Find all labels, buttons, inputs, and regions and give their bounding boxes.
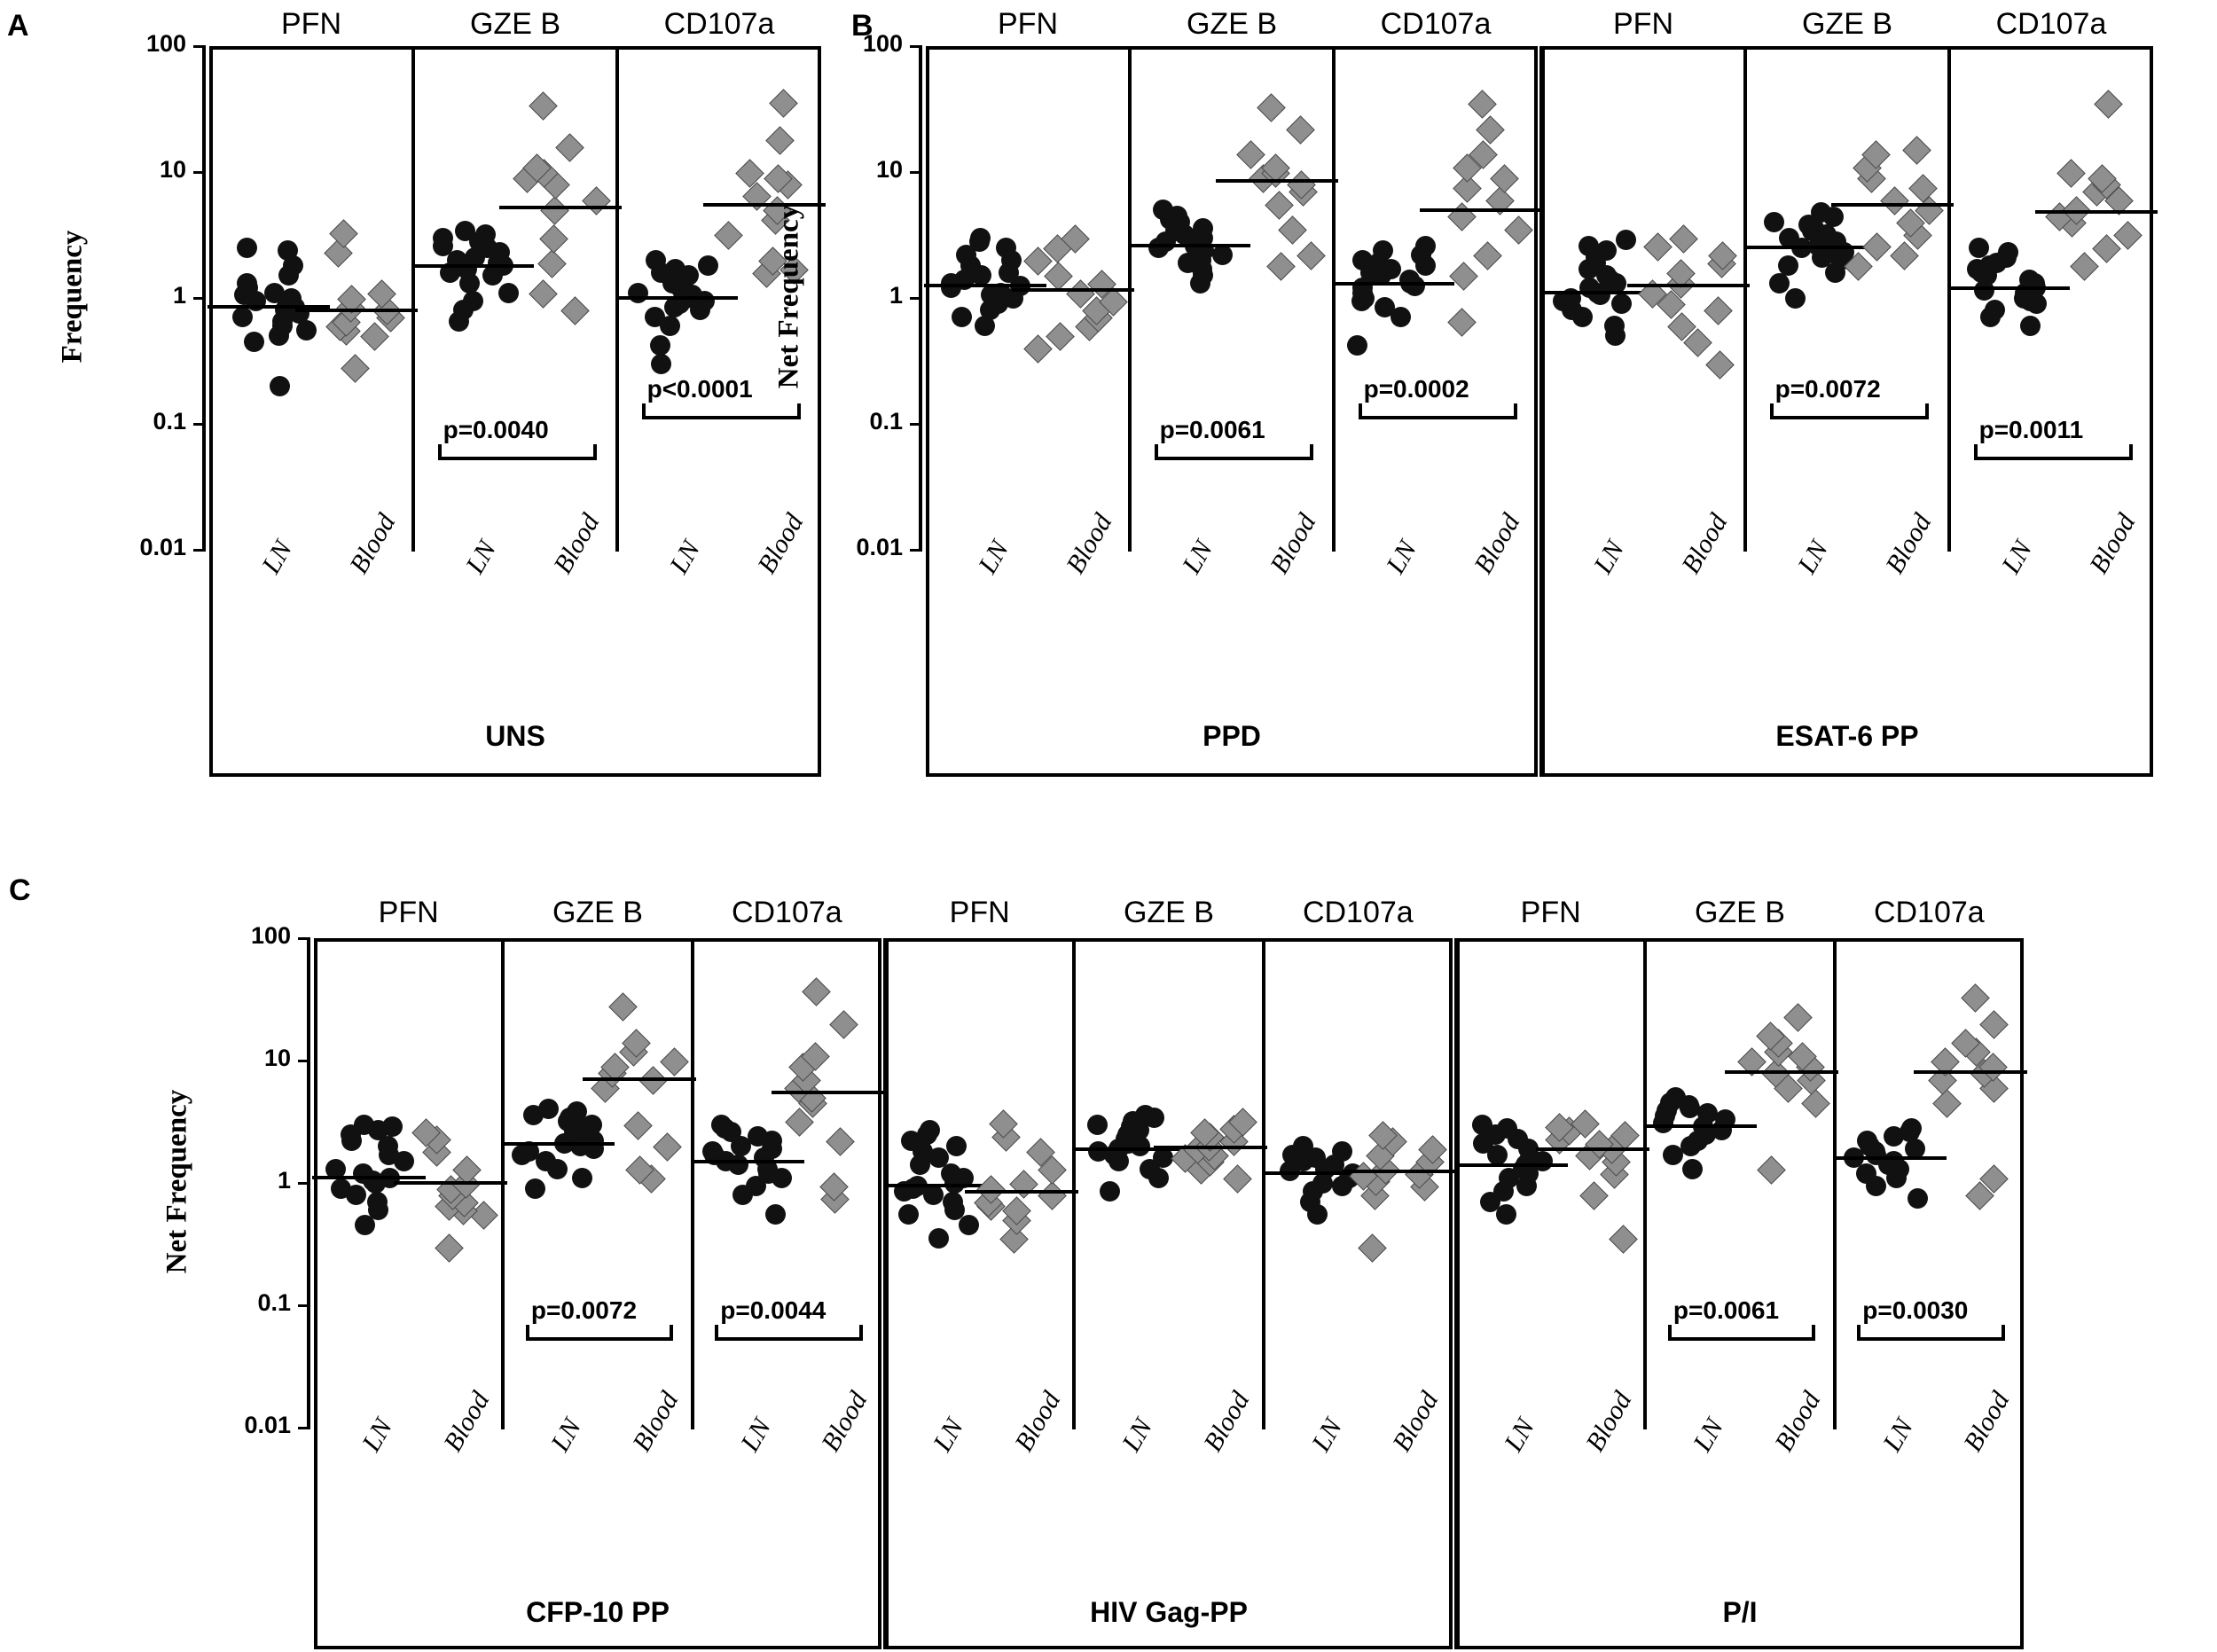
data-point xyxy=(1779,228,1799,248)
median-line xyxy=(1216,179,1338,183)
data-point xyxy=(1764,212,1784,232)
x-tick-label: Blood xyxy=(1197,1386,1256,1457)
data-point xyxy=(1399,270,1420,290)
x-tick-label: LN xyxy=(1688,1413,1730,1457)
significance-bar xyxy=(1359,416,1517,419)
data-point xyxy=(1087,1115,1108,1135)
significance-bar-end xyxy=(2002,1325,2005,1339)
x-tick-label: LN xyxy=(1587,536,1630,579)
data-point xyxy=(1375,297,1395,317)
significance-bar xyxy=(1857,1337,2004,1341)
y-axis-line xyxy=(307,938,310,1428)
data-point xyxy=(237,238,257,258)
y-tick-label: 100 xyxy=(862,30,903,57)
data-point xyxy=(1579,236,1599,256)
data-point xyxy=(433,228,453,248)
significance-bar-end xyxy=(642,403,646,418)
marker-separator xyxy=(1072,938,1076,1429)
median-line xyxy=(583,1077,696,1081)
marker-title-PFN: PFN xyxy=(378,896,439,929)
group-separator xyxy=(1539,46,1545,777)
x-tick-label: LN xyxy=(972,536,1014,579)
data-point xyxy=(645,307,665,327)
median-line xyxy=(2035,210,2158,214)
median-line xyxy=(394,1181,507,1185)
data-point xyxy=(278,240,298,261)
group-label: PPD xyxy=(1203,720,1261,752)
marker-separator xyxy=(1833,938,1837,1429)
median-line xyxy=(965,1190,1078,1194)
data-point xyxy=(1332,1141,1352,1162)
data-point xyxy=(665,259,685,279)
median-line xyxy=(501,1142,615,1146)
y-tick-label: 10 xyxy=(159,156,186,183)
x-tick-label: Blood xyxy=(1264,508,1322,579)
median-line xyxy=(924,284,1046,287)
data-point xyxy=(1663,1145,1683,1165)
significance-bar-end xyxy=(2129,444,2133,458)
significance-bar-end xyxy=(1155,444,1158,458)
x-tick-label: Blood xyxy=(1579,1386,1638,1457)
group-label: HIV Gag-PP xyxy=(1090,1596,1248,1628)
data-point xyxy=(1811,202,1831,223)
x-tick-label: LN xyxy=(255,536,298,579)
y-axis-title: Net Frequency xyxy=(772,204,805,389)
median-line xyxy=(1914,1070,2027,1074)
data-point xyxy=(1293,1136,1313,1156)
marker-title-PFN: PFN xyxy=(281,7,341,41)
x-tick-label: LN xyxy=(1380,536,1422,579)
data-point xyxy=(1901,1118,1922,1139)
y-tick-label: 0.1 xyxy=(869,408,903,435)
data-point xyxy=(943,1192,963,1212)
marker-separator xyxy=(1332,46,1336,552)
x-tick-label: Blood xyxy=(1060,508,1118,579)
median-line xyxy=(1831,203,1954,207)
data-point xyxy=(970,228,991,248)
significance-bar-end xyxy=(1359,403,1362,418)
significance-bar xyxy=(526,1337,673,1341)
x-tick-label: LN xyxy=(1116,1413,1159,1457)
x-tick-label: LN xyxy=(1791,536,1834,579)
group-box-uns xyxy=(209,46,821,777)
y-tick-label: 10 xyxy=(263,1045,291,1071)
marker-separator xyxy=(1947,46,1951,552)
median-line xyxy=(1536,1147,1649,1151)
group-label: P/I xyxy=(1722,1596,1758,1628)
group-box-cfp-10-pp xyxy=(314,938,881,1649)
data-point xyxy=(650,335,670,356)
data-point xyxy=(1497,1118,1517,1139)
x-tick-label: LN xyxy=(663,536,706,579)
y-axis-title: Net Frequency xyxy=(161,1089,193,1274)
significance-bar-end xyxy=(670,1325,673,1339)
significance-bar-end xyxy=(438,444,442,458)
x-tick-label: Blood xyxy=(547,508,606,579)
x-tick-label: Blood xyxy=(626,1386,685,1457)
data-point xyxy=(1616,230,1636,250)
data-point xyxy=(1352,250,1373,270)
x-tick-label: Blood xyxy=(437,1386,496,1457)
y-axis-line xyxy=(919,46,922,550)
data-point xyxy=(1415,236,1436,256)
significance-bar-end xyxy=(1514,403,1517,418)
marker-title-GZEB: GZE B xyxy=(1186,7,1278,41)
marker-separator xyxy=(691,938,694,1429)
data-point xyxy=(331,1178,351,1199)
significance-bar xyxy=(715,1337,862,1341)
group-box-esat-6-pp xyxy=(1541,46,2153,777)
x-tick-label: Blood xyxy=(343,508,402,579)
data-point xyxy=(270,376,290,396)
median-line xyxy=(1012,288,1134,292)
marker-separator xyxy=(1643,938,1647,1429)
significance-bar-end xyxy=(1974,444,1978,458)
y-tick-label: 0.1 xyxy=(153,408,186,435)
data-point xyxy=(237,273,257,294)
data-point xyxy=(353,1163,373,1184)
p-value-label: p=0.0040 xyxy=(443,415,549,443)
x-tick-label: Blood xyxy=(1958,1386,2016,1457)
group-separator xyxy=(1454,938,1460,1649)
marker-separator xyxy=(1262,938,1265,1429)
marker-separator xyxy=(1743,46,1747,552)
median-line xyxy=(1833,1156,1947,1160)
median-line xyxy=(295,309,418,312)
marker-title-GZEB: GZE B xyxy=(1694,896,1785,929)
data-point xyxy=(1998,242,2018,262)
median-line xyxy=(1420,208,1542,212)
marker-title-PFN: PFN xyxy=(1520,896,1581,929)
data-point xyxy=(1193,218,1213,239)
p-value-label: p=0.0044 xyxy=(720,1296,826,1324)
data-point xyxy=(996,238,1016,258)
x-tick-label: Blood xyxy=(751,508,810,579)
marker-separator xyxy=(411,46,415,552)
data-point xyxy=(1785,288,1806,309)
y-tick-label: 1 xyxy=(889,282,903,309)
data-point xyxy=(1985,300,2005,320)
significance-bar xyxy=(1974,457,2133,460)
y-axis-title: Frequency xyxy=(56,230,89,364)
group-box-ppd xyxy=(926,46,1538,777)
data-point xyxy=(525,1178,545,1199)
data-point xyxy=(1857,1131,1877,1151)
marker-title-CD107a: CD107a xyxy=(1995,7,2107,41)
data-point xyxy=(1697,1103,1718,1124)
x-tick-label: Blood xyxy=(1675,508,1734,579)
x-tick-label: LN xyxy=(1876,1413,1919,1457)
marker-separator xyxy=(501,938,505,1429)
y-tick-label: 1 xyxy=(172,282,186,309)
median-line xyxy=(703,203,826,207)
median-line xyxy=(1454,1163,1568,1167)
data-point xyxy=(1908,1188,1928,1209)
significance-bar xyxy=(1155,457,1313,460)
data-point xyxy=(628,283,648,303)
significance-bar xyxy=(1668,1337,1815,1341)
significance-bar xyxy=(1770,416,1929,419)
p-value-label: p<0.0001 xyxy=(646,375,753,403)
median-line xyxy=(691,1160,804,1163)
data-point xyxy=(651,354,671,374)
p-value-label: p=0.0061 xyxy=(1159,415,1265,443)
median-line xyxy=(1743,246,1866,249)
median-line xyxy=(1332,282,1454,286)
significance-bar xyxy=(438,457,597,460)
data-point xyxy=(463,291,483,311)
group-label: UNS xyxy=(485,720,545,752)
group-label: CFP-10 PP xyxy=(526,1596,670,1628)
group-label: ESAT-6 PP xyxy=(1775,720,1919,752)
data-point xyxy=(1472,1115,1492,1135)
y-tick-label: 0.01 xyxy=(856,534,903,560)
median-line xyxy=(1128,244,1250,247)
significance-bar-end xyxy=(1812,1325,1815,1339)
data-point xyxy=(1596,240,1617,261)
x-tick-label: Blood xyxy=(2083,508,2142,579)
x-tick-label: LN xyxy=(1176,536,1218,579)
marker-title-PFN: PFN xyxy=(949,896,1010,929)
data-point xyxy=(1604,316,1625,336)
y-axis-line xyxy=(202,46,206,550)
x-tick-label: Blood xyxy=(1879,508,1938,579)
median-line xyxy=(1627,284,1750,287)
x-tick-label: LN xyxy=(459,536,502,579)
x-tick-label: LN xyxy=(1305,1413,1348,1457)
p-value-label: p=0.0002 xyxy=(1363,375,1469,403)
y-tick-label: 100 xyxy=(250,922,291,949)
p-value-label: p=0.0011 xyxy=(1978,415,2084,443)
y-tick-label: 0.1 xyxy=(257,1289,291,1316)
median-line xyxy=(499,206,622,209)
y-tick-label: 10 xyxy=(875,156,903,183)
data-point xyxy=(1212,245,1233,265)
data-point xyxy=(1682,1159,1703,1179)
data-point xyxy=(646,250,666,270)
significance-bar-end xyxy=(1310,444,1313,458)
data-point xyxy=(1884,1151,1904,1171)
y-tick-label: 0.01 xyxy=(139,534,186,560)
marker-title-GZEB: GZE B xyxy=(469,7,561,41)
marker-title-GZEB: GZE B xyxy=(1123,896,1214,929)
p-value-label: p=0.0072 xyxy=(1774,375,1881,403)
x-tick-label: LN xyxy=(927,1413,969,1457)
significance-bar-end xyxy=(859,1325,863,1339)
median-line xyxy=(615,296,738,300)
marker-title-PFN: PFN xyxy=(998,7,1058,41)
x-tick-label: Blood xyxy=(816,1386,873,1457)
marker-title-GZEB: GZE B xyxy=(1801,7,1893,41)
significance-bar-end xyxy=(1925,403,1929,418)
y-tick-label: 1 xyxy=(277,1167,291,1194)
data-point xyxy=(1153,200,1173,220)
data-point xyxy=(1347,335,1367,356)
marker-separator xyxy=(1128,46,1132,552)
data-point xyxy=(748,1126,768,1147)
group-separator xyxy=(883,938,889,1649)
panel-letter-A: A xyxy=(7,9,29,43)
x-tick-label: Blood xyxy=(1768,1386,1827,1457)
x-tick-label: LN xyxy=(1995,536,2038,579)
p-value-label: p=0.0061 xyxy=(1673,1296,1780,1324)
median-line xyxy=(411,264,534,268)
panel-letter-B: B xyxy=(851,9,873,43)
x-tick-label: LN xyxy=(734,1413,777,1457)
significance-bar-end xyxy=(715,1325,718,1339)
panel-letter-C: C xyxy=(9,873,31,907)
x-tick-label: LN xyxy=(356,1413,398,1457)
median-line xyxy=(772,1091,885,1094)
p-value-label: p=0.0030 xyxy=(1862,1296,1969,1324)
p-value-label: p=0.0072 xyxy=(530,1296,638,1324)
data-point xyxy=(498,283,519,303)
marker-title-CD107a: CD107a xyxy=(1302,896,1414,929)
median-line xyxy=(312,1176,426,1179)
group-box-hiv-gag-pp xyxy=(885,938,1453,1649)
significance-bar-end xyxy=(526,1325,529,1339)
median-line xyxy=(1154,1146,1267,1149)
marker-title-CD107a: CD107a xyxy=(663,7,775,41)
median-line xyxy=(1725,1070,1838,1074)
median-line xyxy=(1947,286,2070,290)
data-point xyxy=(711,1115,732,1135)
data-point xyxy=(367,1192,388,1212)
median-line xyxy=(1643,1124,1757,1128)
data-point xyxy=(959,1215,979,1235)
significance-bar-end xyxy=(1668,1325,1672,1339)
x-tick-label: Blood xyxy=(1468,508,1526,579)
data-point xyxy=(1135,1105,1156,1125)
significance-bar-end xyxy=(593,444,597,458)
marker-title-PFN: PFN xyxy=(1613,7,1673,41)
significance-bar-end xyxy=(1770,403,1774,418)
x-tick-label: LN xyxy=(1498,1413,1540,1457)
significance-bar-end xyxy=(1857,1325,1861,1339)
marker-title-CD107a: CD107a xyxy=(1380,7,1492,41)
group-box-p-i xyxy=(1456,938,2024,1649)
x-tick-label: Blood xyxy=(1008,1386,1067,1457)
y-tick-label: 100 xyxy=(145,30,186,57)
data-point xyxy=(382,1116,403,1137)
data-point xyxy=(354,1115,374,1135)
data-point xyxy=(1373,240,1393,261)
x-tick-label: Blood xyxy=(1387,1386,1445,1457)
data-point xyxy=(244,332,264,352)
y-tick-label: 0.01 xyxy=(244,1412,291,1438)
marker-title-CD107a: CD107a xyxy=(1873,896,1985,929)
marker-title-CD107a: CD107a xyxy=(731,896,842,929)
median-line xyxy=(1343,1170,1456,1173)
x-tick-label: LN xyxy=(545,1413,588,1457)
marker-title-GZEB: GZE B xyxy=(552,896,643,929)
data-point xyxy=(264,283,285,303)
